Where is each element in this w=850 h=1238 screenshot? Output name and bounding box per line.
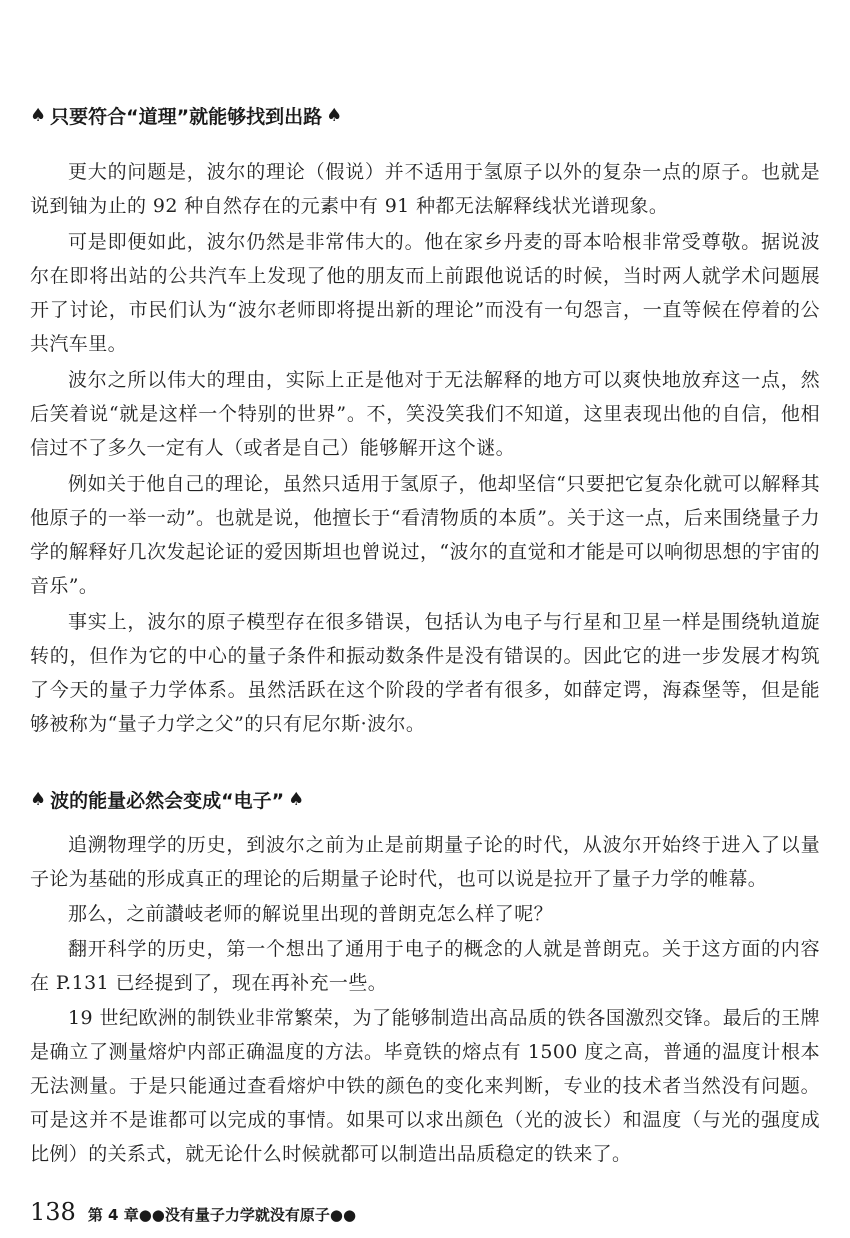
section-heading-1 [30, 102, 342, 129]
page-footer [30, 1198, 356, 1226]
paragraph: 19 世纪欧洲的制铁业非常繁荣，为了能够制造出高品质的铁各国激烈交锋。最后的王牌是确立了测量熔炉内部正确温度的方法。毕竟铁的熔点有 1500 度之高，普通的温度计根本无法测量。于是只能通过查看熔炉中铁的颜色的变化来判断，专业的技术者当然没有问题。可是这并不是谁都可以完成的事情。如果可以求出颜色（光的波长）和温度（与光的强度成比例）的关系式，就无论什么时候就都可以制造出品质稳定的铁来了。 [30, 1007, 820, 1165]
chapter-title: 第 4 章●●没有量子力学就没有原子●● [87, 1206, 357, 1224]
paragraph: 更大的问题是，波尔的理论（假说）并不适用于氢原子以外的复杂一点的原子。也就是说到铀为止的 92 种自然存在的元素中有 91 种都无法解释线状光谱现象。 [30, 161, 820, 217]
section-heading-text: 波的能量必然会变成“电子” [50, 790, 285, 812]
paragraph: 可是即便如此，波尔仍然是非常伟大的。他在家乡丹麦的哥本哈根非常受尊敬。据说波尔在即将出站的公共汽车上发现了他的朋友而上前跟他说话的时候，当时两人就学术问题展开了讨论，市民们认为“波尔老师即将提出新的理论”而没有一句怨言，一直等候在停着的公共汽车里。 [30, 231, 820, 355]
spade-icon: ♠ [326, 105, 343, 126]
section-heading-text: 只要符合“道理”就能够找到出路 [50, 106, 323, 128]
spade-icon: ♠ [30, 105, 47, 126]
spade-icon: ♠ [288, 789, 305, 810]
paragraph: 事实上，波尔的原子模型存在很多错误，包括认为电子与行星和卫星一样是围绕轨道旋转的，但作为它的中心的量子条件和振动数条件是没有错误的。因此它的进一步发展才构筑了今天的量子力学体系。虽然活跃在这个阶段的学者有很多，如薛定谔，海森堡等，但是能够被称为“量子力学之父”的只有尼尔斯·波尔。 [30, 611, 820, 735]
section-heading-2 [30, 786, 304, 813]
paragraph: 例如关于他自己的理论，虽然只适用于氢原子，他却坚信“只要把它复杂化就可以解释其他原子的一举一动”。也就是说，他擅长于“看清物质的本质”。关于这一点，后来围绕量子力学的解释好几次发起论证的爱因斯坦也曾说过，“波尔的直觉和才能是可以响彻思想的宇宙的音乐”。 [30, 473, 820, 597]
paragraph: 那么，之前讃岐老师的解说里出现的普朗克怎么样了呢？ [68, 903, 554, 925]
paragraph: 追溯物理学的历史，到波尔之前为止是前期量子论的时代，从波尔开始终于进入了以量子论为基础的形成真正的理论的后期量子论时代，也可以说是拉开了量子力学的帷幕。 [30, 834, 820, 890]
page-number: 138 [30, 1198, 76, 1226]
paragraph: 波尔之所以伟大的理由，实际上正是他对于无法解释的地方可以爽快地放弃这一点，然后笑着说“就是这样一个特别的世界”。不，笑没笑我们不知道，这里表现出他的自信，他相信过不了多久一定有人（或者是自己）能够解开这个谜。 [30, 369, 820, 459]
paragraph: 翻开科学的历史，第一个想出了通用于电子的概念的人就是普朗克。关于这方面的内容在 P.131 已经提到了，现在再补充一些。 [30, 938, 820, 994]
spade-icon: ♠ [30, 789, 47, 810]
